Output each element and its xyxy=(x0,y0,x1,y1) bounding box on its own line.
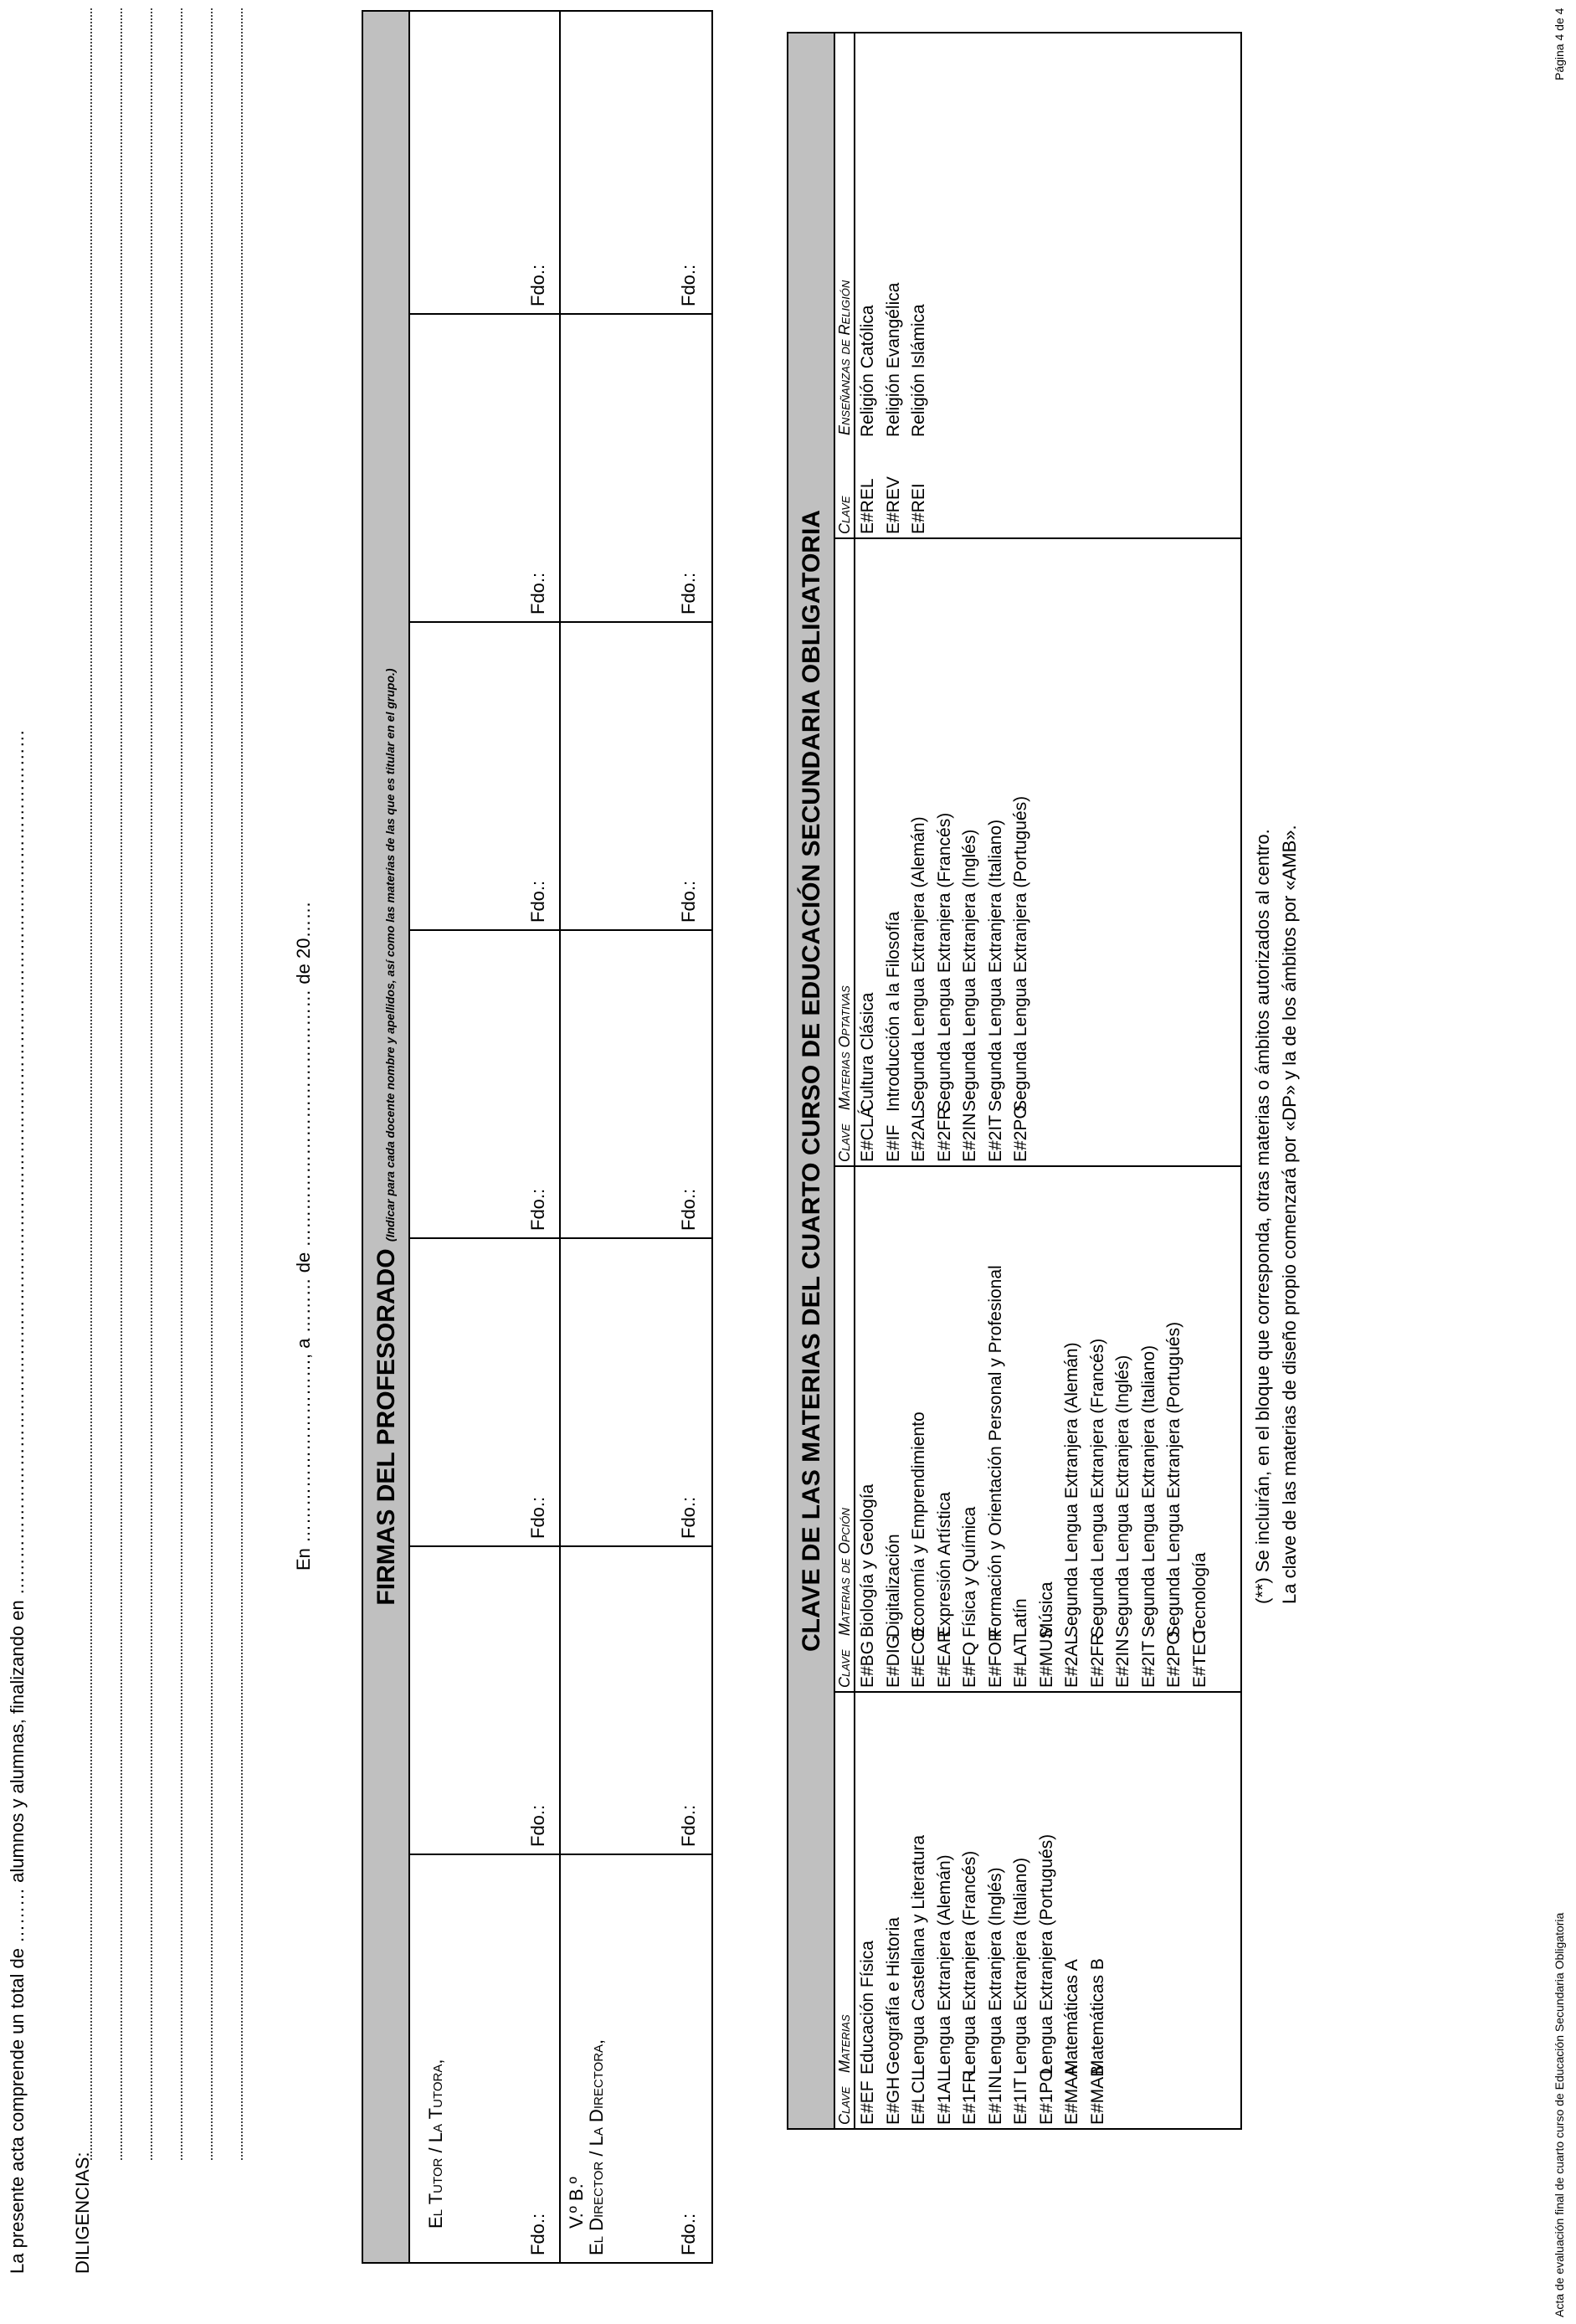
subject-code: E#LAT xyxy=(1011,1635,1030,1688)
note-2: La clave de las materias de diseño propio comenzará por «DP» y la de los ámbitos por «AMB». xyxy=(1279,825,1300,1604)
diligencias-line[interactable] xyxy=(90,8,92,2160)
subject-name: Lengua Extranjera (Alemán) xyxy=(934,1854,954,2075)
list-item xyxy=(1086,1693,1111,2128)
fdo-label: Fdo.: xyxy=(527,1496,548,1539)
list-item xyxy=(906,1693,932,2128)
list-item xyxy=(983,539,1009,1165)
signature-cell[interactable] xyxy=(410,12,561,313)
subject-code: E#2FR xyxy=(934,1107,954,1162)
fdo-label: Fdo.: xyxy=(678,2213,699,2255)
list-item xyxy=(1111,1167,1137,1691)
subject-name: Introducción a la Filosofía xyxy=(883,911,903,1112)
diligencias-line[interactable] xyxy=(241,8,243,2160)
subject-code: E#1IT xyxy=(1011,2077,1030,2125)
subject-code: E#BG xyxy=(858,1640,877,1688)
diligencias-line[interactable] xyxy=(121,8,122,2160)
clave-header: Clave xyxy=(836,2086,853,2125)
subject-name: Expresión Artística xyxy=(934,1492,954,1638)
signatures-table xyxy=(362,10,713,2264)
signature-cell[interactable] xyxy=(410,929,561,1237)
subject-name: Formación y Orientación Personal y Profesional xyxy=(985,1265,1005,1638)
subject-name: Música xyxy=(1036,1581,1056,1638)
signature-cell[interactable] xyxy=(561,621,711,929)
subject-code: E#IF xyxy=(883,1124,903,1162)
subject-code: E#GH xyxy=(883,2076,903,2125)
signature-cell[interactable] xyxy=(561,12,711,313)
optativas-header: Materias Optativas xyxy=(836,985,853,1110)
signature-cell[interactable] xyxy=(561,1237,711,1545)
subject-key-title: CLAVE DE LAS MATERIAS DEL CUARTO CURSO DE EDUCACIÓN SECUNDARIA OBLIGATORIA xyxy=(788,33,835,2128)
subject-name: Física y Química xyxy=(960,1506,979,1638)
subject-code: E#FOR xyxy=(985,1628,1005,1688)
clave-header: Clave xyxy=(836,1649,853,1688)
fdo-label: Fdo.: xyxy=(678,1496,699,1539)
clave-header: Clave xyxy=(836,496,853,534)
subject-name: Tecnología xyxy=(1189,1552,1209,1638)
subject-name: Digitalización xyxy=(883,1534,903,1638)
fdo-label: Fdo.: xyxy=(527,264,548,306)
subject-code: E#EF xyxy=(858,2080,877,2125)
list-item xyxy=(957,1167,983,1691)
subject-name: Segunda Lengua Extranjera (Alemán) xyxy=(1062,1342,1081,1638)
list-item xyxy=(957,539,983,1165)
list-item xyxy=(957,1693,983,2128)
subject-name: Economía y Emprendimiento xyxy=(909,1411,928,1638)
signature-cell[interactable] xyxy=(561,929,711,1237)
list-item xyxy=(1009,539,1034,1165)
fdo-label: Fdo.: xyxy=(678,1188,699,1231)
list-item xyxy=(1009,1167,1034,1691)
subject-name: Segunda Lengua Extranjera (Portugués) xyxy=(1011,795,1030,1112)
subject-code: E#1PO xyxy=(1036,2068,1056,2125)
subject-name: Segunda Lengua Extranjera (Italiano) xyxy=(985,819,1005,1112)
fdo-label: Fdo.: xyxy=(678,264,699,306)
subject-name: Matemáticas B xyxy=(1087,1958,1107,2075)
fdo-label: Fdo.: xyxy=(678,1804,699,1847)
subject-code: E#1IN xyxy=(985,2075,1005,2125)
subject-name: Segunda Lengua Extranjera (Inglés) xyxy=(1113,1355,1132,1638)
subject-name: Segunda Lengua Extranjera (Alemán) xyxy=(909,816,928,1112)
footer-right: Página 4 de 4 xyxy=(1553,8,1566,80)
religion-column xyxy=(835,33,1240,537)
subject-name: Latín xyxy=(1011,1598,1030,1638)
diligencias-label: DILIGENCIAS: xyxy=(72,2152,93,2274)
subject-name: Segunda Lengua Extranjera (Inglés) xyxy=(960,829,979,1112)
subject-code: E#1FR xyxy=(960,2069,979,2125)
subject-code: E#2IT xyxy=(985,1114,1005,1162)
subject-name: Educación Física xyxy=(858,1941,877,2075)
list-item xyxy=(983,1167,1009,1691)
subject-code: E#FQ xyxy=(960,1642,979,1688)
list-item xyxy=(1086,1167,1111,1691)
subject-code: E#EAR xyxy=(934,1630,954,1688)
subject-code: E#REV xyxy=(883,476,903,534)
list-item xyxy=(855,539,881,1165)
opcion-header: Materias de Opción xyxy=(836,1508,853,1636)
signatures-subtitle: (Indicar para cada docente nombre y apellidos, así como las materias de las que es titular en el grupo.) xyxy=(383,668,397,1242)
optativas-column xyxy=(835,537,1240,1165)
list-item xyxy=(1060,1693,1086,2128)
tutor-label: El Tutor / La Tutora, xyxy=(425,2059,446,2229)
list-item xyxy=(1188,1167,1214,1691)
subject-key-table xyxy=(787,32,1242,2130)
list-item xyxy=(881,1693,907,2128)
fdo-label: Fdo.: xyxy=(527,1804,548,1847)
subject-code: E#MAB xyxy=(1087,2064,1107,2125)
diligencias-line[interactable] xyxy=(151,8,152,2160)
fdo-label: Fdo.: xyxy=(527,572,548,614)
subject-code: E#1AL xyxy=(934,2071,954,2125)
opcion-column xyxy=(835,1165,1240,1691)
list-item xyxy=(932,1693,958,2128)
list-item xyxy=(983,1693,1009,2128)
subject-name: Geografía e Historia xyxy=(883,1917,903,2075)
subject-name: Segunda Lengua Extranjera (Portugués) xyxy=(1164,1321,1183,1638)
subject-code: E#2AL xyxy=(1062,1634,1081,1688)
director-cell[interactable] xyxy=(561,1854,711,2262)
subject-code: E#CLÁ xyxy=(858,1106,877,1162)
subject-name: Lengua Extranjera (Italiano) xyxy=(1011,1857,1030,2075)
list-item xyxy=(855,1693,881,2128)
place-date-line: En …………………………, a ……… de …………………………………… de 20…… xyxy=(293,901,314,1571)
list-item xyxy=(906,539,932,1165)
subject-name: Lengua Extranjera (Inglés) xyxy=(985,1867,1005,2075)
subject-code: E#LCL xyxy=(909,2070,928,2125)
diligencias-line[interactable] xyxy=(181,8,182,2160)
list-item xyxy=(1034,1693,1060,2128)
subject-name: Cultura Clásica xyxy=(858,992,877,1112)
list-item xyxy=(906,33,932,537)
list-item xyxy=(881,33,907,537)
subject-code: E#REL xyxy=(858,478,877,534)
fdo-label: Fdo.: xyxy=(527,880,548,923)
subject-name: Segunda Lengua Extranjera (Francés) xyxy=(934,812,954,1112)
subject-code: E#DIG xyxy=(883,1634,903,1688)
director-label: El Director / La Directora, xyxy=(586,2039,607,2255)
list-item xyxy=(1009,1693,1034,2128)
list-item xyxy=(855,1167,881,1691)
signature-cell[interactable] xyxy=(561,1545,711,1854)
fdo-label: Fdo.: xyxy=(678,880,699,923)
signatures-title: FIRMAS DEL PROFESORADO xyxy=(372,1248,400,1606)
subject-name: Matemáticas A xyxy=(1062,1959,1081,2075)
list-item xyxy=(932,1167,958,1691)
subject-code: E#ECO xyxy=(909,1627,928,1688)
subject-code: E#REI xyxy=(909,483,928,534)
subject-name: Religión Islámica xyxy=(909,304,928,437)
subject-code: E#2PO xyxy=(1011,1105,1030,1162)
signature-cell[interactable] xyxy=(410,1545,561,1854)
subject-code: E#2IT xyxy=(1138,1640,1158,1688)
list-item xyxy=(881,539,907,1165)
subject-code: E#TEC xyxy=(1189,1631,1209,1688)
fdo-label: Fdo.: xyxy=(527,2213,548,2255)
subject-code: E#MUS xyxy=(1036,1627,1056,1688)
signature-cell[interactable] xyxy=(410,621,561,929)
subject-name: Religión Católica xyxy=(858,305,877,437)
list-item xyxy=(1162,1167,1188,1691)
signature-cell[interactable] xyxy=(410,1237,561,1545)
subject-code: E#2IN xyxy=(960,1113,979,1162)
fdo-label: Fdo.: xyxy=(527,1188,548,1231)
subject-code: E#2IN xyxy=(1113,1638,1132,1688)
tutor-cell[interactable] xyxy=(410,1854,561,2262)
diligencias-line[interactable] xyxy=(211,8,213,2160)
subject-name: Segunda Lengua Extranjera (Francés) xyxy=(1087,1338,1107,1638)
vb-label: V.º B.º xyxy=(566,2177,587,2229)
subject-name: Lengua Castellana y Literatura xyxy=(909,1834,928,2075)
religion-header: Enseñanzas de Religión xyxy=(836,280,853,435)
clave-header: Clave xyxy=(836,1123,853,1162)
subject-name: Religión Evangélica xyxy=(883,282,903,437)
list-item xyxy=(906,1167,932,1691)
subject-name: Lengua Extranjera (Francés) xyxy=(960,1850,979,2075)
subject-code: E#MAA xyxy=(1062,2064,1081,2125)
materias-header: Materias xyxy=(836,2014,853,2073)
subject-name: Lengua Extranjera (Portugués) xyxy=(1036,1833,1056,2075)
signature-cell[interactable] xyxy=(410,313,561,621)
subject-name: Biología y Geología xyxy=(858,1483,877,1638)
signatures-header xyxy=(363,12,410,2262)
subject-name: Segunda Lengua Extranjera (Italiano) xyxy=(1138,1345,1158,1638)
subject-code: E#2AL xyxy=(909,1108,928,1162)
note-1: (**) Se incluirán, en el bloque que corresponda, otras materias o ámbitos autorizados al centro. xyxy=(1252,829,1273,1604)
list-item xyxy=(1060,1167,1086,1691)
list-item xyxy=(1034,1167,1060,1691)
subject-code: E#2PO xyxy=(1164,1631,1183,1688)
fdo-label: Fdo.: xyxy=(678,572,699,614)
list-item xyxy=(932,539,958,1165)
materias-column xyxy=(835,1691,1240,2128)
list-item xyxy=(881,1167,907,1691)
list-item xyxy=(855,33,881,537)
intro-line: La presente acta comprende un total de ……… alumnos y alumnas, finalizando en …………………………………………………………………………………………………………………………… xyxy=(7,729,28,2274)
signature-cell[interactable] xyxy=(561,313,711,621)
list-item xyxy=(1137,1167,1163,1691)
footer-left: Acta de evaluación final de cuarto curso de Educación Secundaria Obligatoria xyxy=(1553,1912,1566,2317)
subject-code: E#2FR xyxy=(1087,1632,1107,1688)
